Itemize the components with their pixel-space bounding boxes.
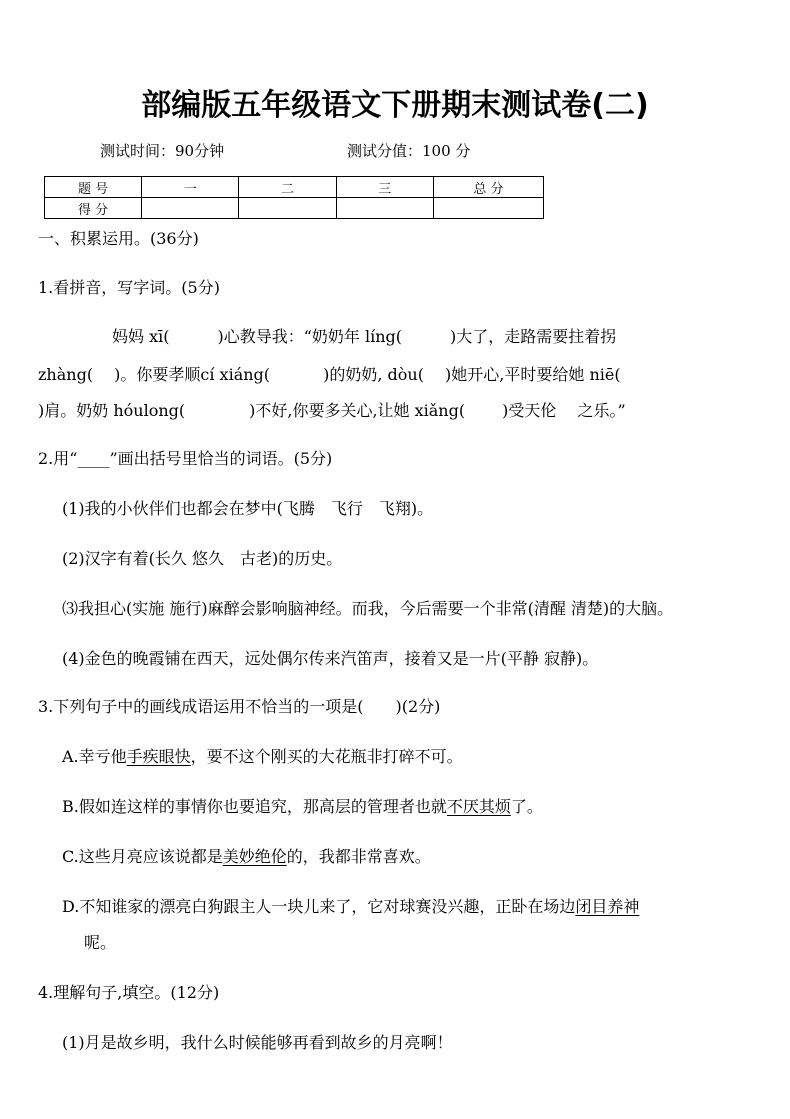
question-1-line-2: zhàng( )。你要孝顺cí xiáng( )的奶奶, dòu( )她开心,平时要给她 niē( — [38, 365, 621, 384]
question-4-item: (1)月是故乡明，我什么时候能够再看到故乡的月亮啊！ — [62, 1033, 453, 1052]
option-b-text: B.假如连这样的事情你也要追究，那高层的管理者也就 — [62, 797, 447, 816]
score-header-cell: 三 — [336, 177, 433, 198]
score-header-cell: 二 — [239, 177, 336, 198]
page-title: 部编版五年级语文下册期末测试卷(二) — [141, 88, 649, 123]
option-d-text: D.不知谁家的漂亮白狗跟主人一块儿来了，它对球赛没兴趣，正卧在场边 — [62, 897, 576, 916]
option-d-idiom: 闭目养神 — [575, 897, 640, 916]
score-header-cell: 总 分 — [433, 177, 543, 198]
score-cell[interactable] — [142, 198, 239, 219]
option-a-text: A.幸亏他 — [62, 747, 127, 766]
section-heading: 一、积累运用。(36分) — [38, 229, 199, 248]
score-row-label: 得 分 — [45, 198, 142, 219]
score-table-header-row — [45, 177, 544, 198]
score-header-cell: 一 — [142, 177, 239, 198]
test-score: 测试分值：100 分 — [347, 142, 471, 160]
question-3-prompt: 3.下列句子中的画线成语运用不恰当的一项是( )(2分) — [38, 697, 441, 716]
score-table — [44, 176, 544, 219]
question-2-item: (1)我的小伙伴们也都会在梦中(飞腾 飞行 飞翔)。 — [62, 499, 434, 518]
score-cell[interactable] — [239, 198, 336, 219]
option-a — [62, 744, 463, 767]
score-header-cell: 题 号 — [45, 177, 142, 198]
option-c — [62, 844, 431, 867]
question-1-prompt: 1.看拼音，写字词。(5分) — [38, 278, 220, 297]
score-cell[interactable] — [433, 198, 543, 219]
test-time: 测试时间：90分钟 — [100, 142, 225, 160]
question-1-line-3: )肩。奶奶 hóulong( )不好,你要多关心,让她 xiǎng( )受天伦 之乐。” — [38, 401, 626, 420]
score-cell[interactable] — [336, 198, 433, 219]
question-4-prompt: 4.理解句子,填空。(12分) — [38, 983, 220, 1002]
option-c-text: C.这些月亮应该说都是 — [62, 847, 223, 866]
option-c-text: 的，我都非常喜欢。 — [286, 847, 431, 866]
option-a-text: ，要不这个刚买的大花瓶非打碎不可。 — [190, 747, 463, 766]
option-d — [62, 894, 639, 917]
question-2-prompt: 2.用“____”画出括号里恰当的词语。(5分) — [38, 449, 333, 468]
option-b-text: 了。 — [510, 797, 543, 816]
option-a-idiom: 手疾眼快 — [126, 747, 191, 766]
score-table-score-row — [45, 198, 544, 219]
question-1-line-1: 妈妈 xī( )心教导我：“奶奶年 líng( )大了，走路需要拄着拐 — [112, 327, 617, 346]
option-d-continued: 呢。 — [84, 933, 117, 952]
option-b — [62, 794, 543, 817]
question-2-item: ⑶我担心(实施 施行)麻醉会影响脑神经。而我，今后需要一个非常(清醒 清楚)的大脑。 — [62, 599, 674, 618]
option-c-idiom: 美妙绝伦 — [222, 847, 287, 866]
question-2-item: (4)金色的晚霞铺在西天，远处偶尔传来汽笛声，接着又是一片(平静 寂静)。 — [62, 649, 599, 668]
option-b-idiom: 不厌其烦 — [446, 797, 511, 816]
question-2-item: (2)汉字有着(长久 悠久 古老)的历史。 — [62, 549, 343, 568]
